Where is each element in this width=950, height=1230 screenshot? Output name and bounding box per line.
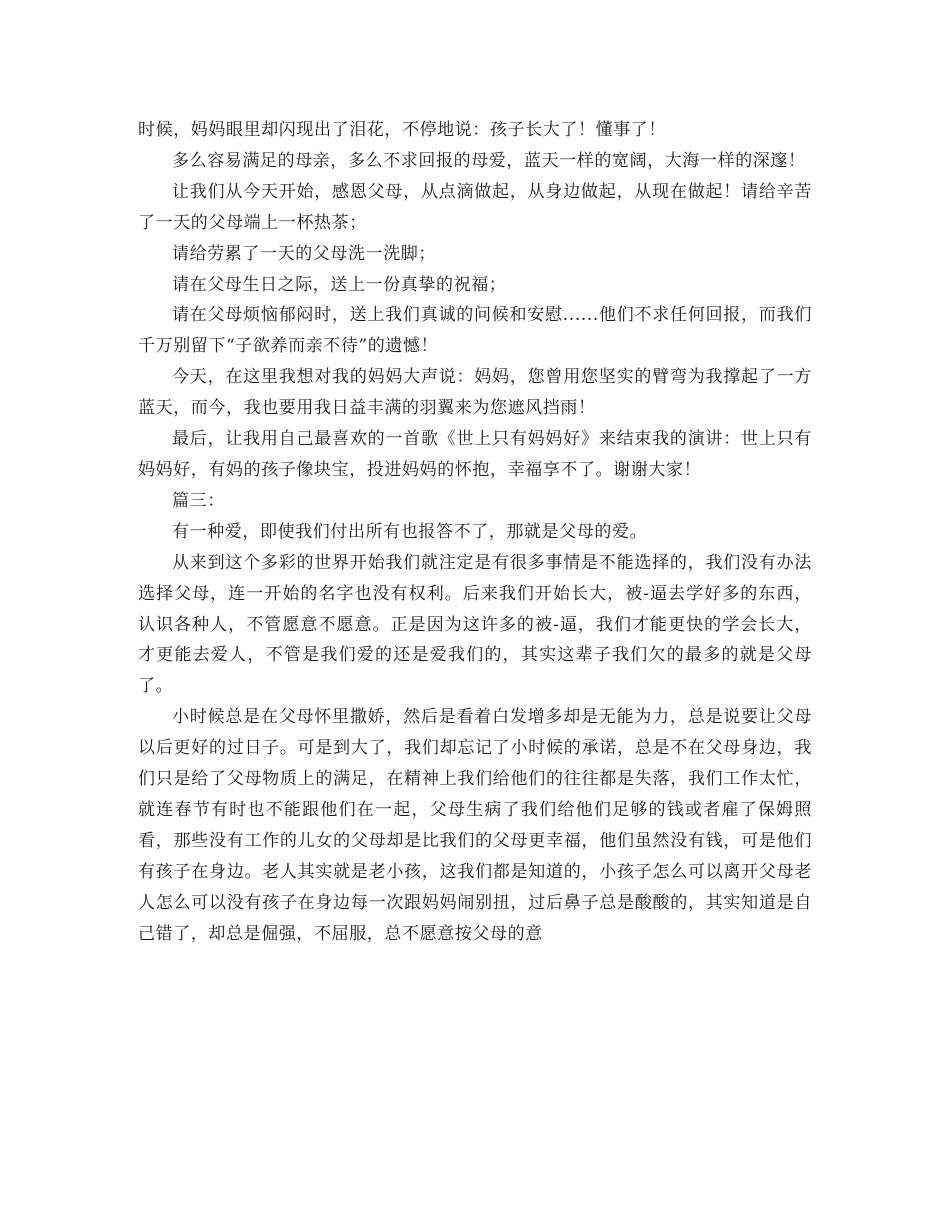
paragraph: 时候，妈妈眼里却闪现出了泪花，不停地说：孩子长大了！懂事了！ [138,120,666,140]
paragraph: 最后，让我用自己最喜欢的一首歌《世上只有妈妈好》来结束我的演讲：世上只有妈妈好，有妈的孩子像块宝，投进妈妈的怀抱，幸福享不了。谢谢大家！ [138,429,812,480]
paragraph: 请在父母生日之际，送上一份真挚的祝福； [172,274,507,295]
paragraph: 今天，在这里我想对我的妈妈大声说：妈妈，您曾用您坚实的臂弯为我撑起了一方蓝天，而今，我也要用我日益丰满的羽翼来为您遮风挡雨！ [138,367,812,419]
paragraph: 多么容易满足的母亲，多么不求回报的母爱，蓝天一样的宽阔，大海一样的深邃！ [172,150,806,171]
paragraph: 小时候总是在父母怀里撒娇，然后是看着白发增多却是无能为力，总是说要让父母以后更好的过日子。可是到大了，我们却忘记了小时候的承诺，总是不在父母身边，我们只是给了父母物质上的满足，在精神上我们给他们的往往都是失落，我们工作太忙，就连春节有时也不能跟他们在一起，父母生病了我们给他们足够的钱或者雇了保姆照看，那些没有工作的儿女的父母却是比我们的父母更幸福，他们虽然没有钱，可是他们有孩子在身边。老人其实就是老小孩，这我们都是知道的，小孩子怎么可以离开父母老人怎么可以没有孩子在身边每一次跟妈妈闹别扭，过后鼻子总是酸酸的，其实知道是自己错了，却总是倔强，不屈服，总不愿意按父母的意 [138,707,812,944]
paragraph: 让我们从今天开始，感恩父母，从点滴做起，从身边做起，从现在做起！请给辛苦了一天的父母端上一杯热茶； [138,181,812,233]
paragraph: 有一种爱，即使我们付出所有也报答不了，那就是父母的爱。 [172,521,648,542]
paragraph: 从来到这个多彩的世界开始我们就注定是有很多事情是不能选择的，我们没有办法选择父母，连一开始的名字也没有权利。后来我们开始长大，被-逼去学好多的东西，认识各种人，不管愿意不愿意。正是因为这许多的被-逼，我们才能更快的学会长大，才更能去爱人，不管是我们爱的还是爱我们的，其实这辈子我们欠的最多的就是父母了。 [138,552,812,697]
section-heading: 篇三： [172,490,225,511]
paragraph: 请在父母烦恼郁闷时，送上我们真诚的问候和安慰......他们不求任何回报，而我们千万别留下“子欲养而亲不待”的遗憾！ [138,305,812,357]
paragraph: 请给劳累了一天的父母洗一洗脚； [172,243,436,264]
document-body [138,115,812,949]
